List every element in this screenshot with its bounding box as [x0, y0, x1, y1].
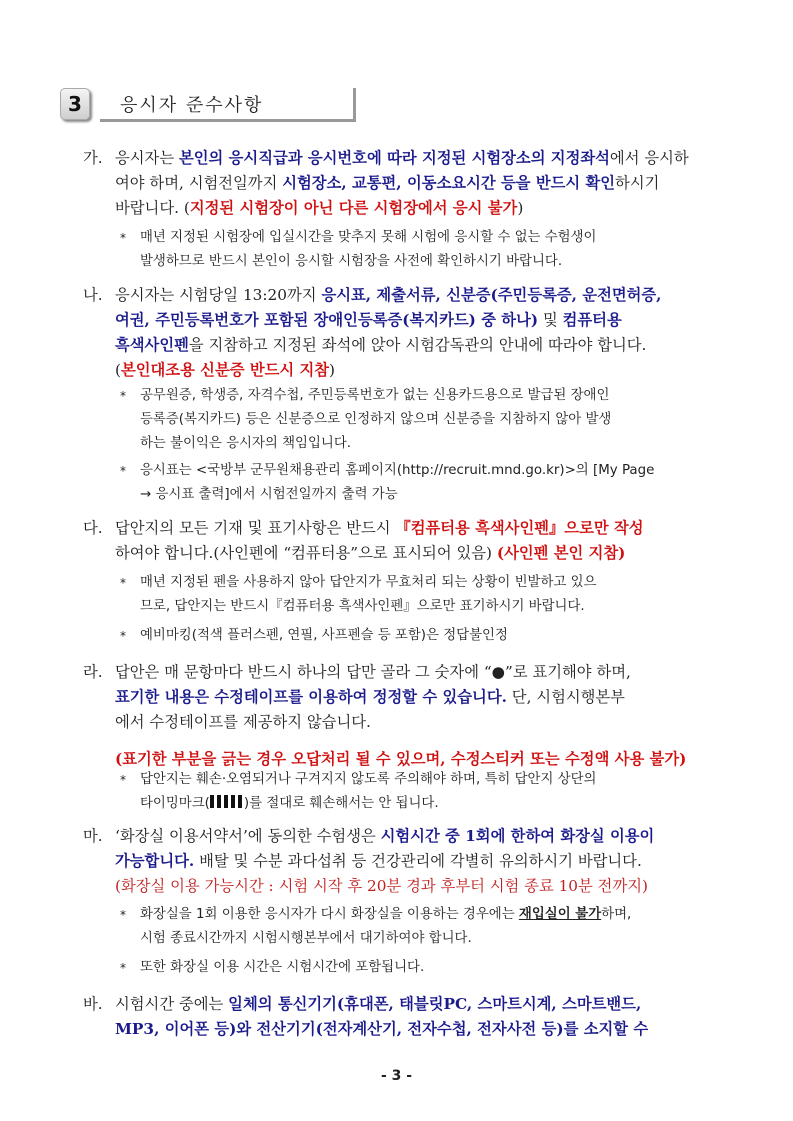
- item-ra: 라. 답안은 매 문항마다 반드시 하나의 답만 골라 그 숫자에 “●”로 표기해야 하며, 표기한 내용은 수정테이프를 이용하여 정정할 수 있습니다. 단, 시험시행본부 에서 수정테이프를 제공하지 않습니다. (표기한 부분을 긁는 경우 오답처리 될 수 있으며, 수정스티커 또는 수정액 사용 불가): [85, 660, 740, 772]
- page-number: - 3 -: [380, 1068, 413, 1084]
- note: * 또한 화장실 이용 시간은 시험시간에 포함됩니다.: [120, 960, 425, 975]
- section-title-box: [100, 88, 356, 122]
- item-marker: 나.: [83, 286, 103, 304]
- note: * 응시표는 <국방부 군무원채용관리 홈페이지(http://recruit.mnd.go.kr)>의 [My Page → 응시표 출력]에서 시험전일까지 출력 가능: [120, 463, 655, 502]
- note: * 매년 지정된 펜을 사용하지 않아 답안지가 무효처리 되는 상황이 빈발하고 있으 므로, 답안지는 반드시『컴퓨터용 흑색사인펜』으로만 표기하시기 바랍니다.: [120, 575, 597, 614]
- item-na: 나. 응시자는 시험당일 13:20까지 응시표, 제출서류, 신분증(주민등록증, 운전면허증, 여권, 주민등록번호가 포함된 장애인등록증(복지카드) 중 하나) 및 컴퓨터용 흑색사인펜을 지참하고 지정된 좌석에 앉아 시험감독관의 안내에 따라야 합니다. (본인대조용 신분증 반드시 지참): [85, 283, 740, 383]
- item-ba: 바. 시험시간 중에는 일체의 통신기기(휴대폰, 태블릿PC, 스마트시계, 스마트밴드, MP3, 이어폰 등)와 전산기기(전자계산기, 전자수첩, 전자사전 등)를 소지할 수: [85, 992, 740, 1042]
- item-marker: 라.: [83, 663, 103, 681]
- note: * 답안지는 훼손·오염되거나 구겨지지 않도록 주의해야 하며, 특히 답안지 상단의 타이밍마크( )를 절대로 훼손해서는 안 됩니다.: [120, 772, 597, 811]
- item-marker: 다.: [83, 519, 103, 537]
- note: * 화장실을 1회 이용한 응시자가 다시 화장실을 이용하는 경우에는 재입실이 불가하며, 시험 종료시간까지 시험시행본부에서 대기하여야 합니다.: [120, 907, 632, 946]
- item-da: 다. 답안지의 모든 기재 및 표기사항은 반드시 『컴퓨터용 흑색사인펜』으로만 작성 하여야 합니다.(사인펜에 “컴퓨터용”으로 표시되어 있음) (사인펜 본인 지참): [85, 516, 740, 566]
- timing-mark-icon: [210, 795, 244, 808]
- section-title: 응시자 준수사항: [120, 95, 264, 116]
- item-marker: 가.: [83, 149, 103, 167]
- item-ga: 가. 응시자는 본인의 응시직급과 응시번호에 따라 지정된 시험장소의 지정좌석에서 응시하 여야 하며, 시험전일까지 시험장소, 교통편, 이동소요시간 등을 반드시 확인하시기 바랍니다. (지정된 시험장이 아닌 다른 시험장에서 응시 불가): [85, 146, 740, 221]
- item-marker: 마.: [83, 827, 103, 845]
- note: * 예비마킹(적색 플러스펜, 연필, 사프펜슬 등 포함)은 정답불인정: [120, 628, 508, 643]
- item-ma: 마. ‘화장실 이용서약서’에 동의한 수험생은 시험시간 중 1회에 한하여 화장실 이용이 가능합니다. 배탈 및 수분 과다섭취 등 건강관리에 각별히 유의하시기 바랍니다. (화장실 이용 가능시간 : 시험 시작 후 20분 경과 후부터 시험 종료 10분 전까지): [85, 824, 740, 899]
- item-marker: 바.: [83, 995, 103, 1013]
- note: * 매년 지정된 시험장에 입실시간을 맞추지 못해 시험에 응시할 수 없는 수험생이 발생하므로 반드시 본인이 응시할 시험장을 사전에 확인하시기 바랍니다.: [120, 230, 597, 269]
- section-number: 3: [60, 88, 90, 120]
- note: * 공무원증, 학생증, 자격수첩, 주민등록번호가 없는 신용카드용으로 발급된 장애인 등록증(복지카드) 등은 신분증으로 인정하지 않으며 신분증을 지참하지 않아 발생 하는 불이익은 응시자의 책임입니다.: [120, 388, 612, 451]
